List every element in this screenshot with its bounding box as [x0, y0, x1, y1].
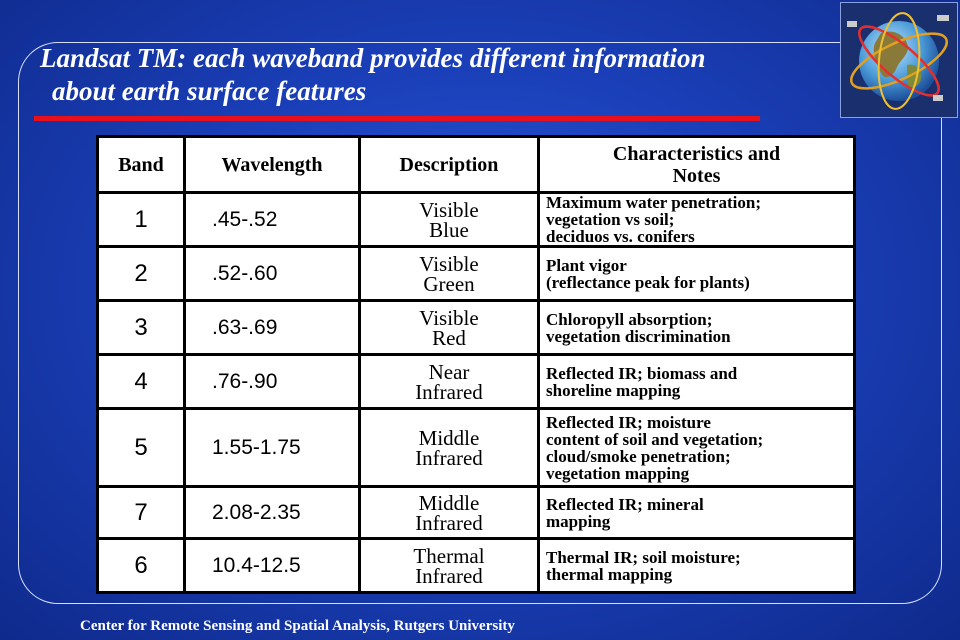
title-underline [34, 116, 760, 121]
notes-line: content of soil and vegetation; [546, 429, 764, 449]
notes-cell [539, 247, 855, 301]
notes-cell [539, 301, 855, 355]
band-number: 2 [98, 247, 185, 301]
slide-title [40, 42, 706, 108]
wavelength-value: 2.08-2.35 [185, 487, 360, 539]
header-notes [539, 137, 855, 193]
wavelength-value: .76-.90 [185, 355, 360, 409]
notes-line: Maximum water penetration; [546, 193, 761, 212]
notes-line: Reflected IR; mineral [546, 494, 704, 514]
notes-line: Reflected IR; biomass and [546, 363, 738, 383]
band-number: 3 [98, 301, 185, 355]
table-body [98, 193, 855, 593]
title-line-1: Landsat TM: each waveband provides different information [40, 43, 706, 73]
description-line: Infrared [415, 563, 483, 588]
notes-line: thermal mapping [546, 564, 673, 584]
notes-line: cloud/smoke penetration; [546, 446, 731, 466]
header-notes-line-1: Characteristics and [612, 142, 781, 165]
notes-line: vegetation discrimination [546, 326, 731, 346]
band-table [96, 135, 856, 594]
notes-line: Reflected IR; moisture [546, 412, 711, 432]
table-row [98, 193, 855, 247]
notes-line: (reflectance peak for plants) [546, 272, 750, 292]
header-wavelength: Wavelength [185, 137, 360, 193]
header-band: Band [98, 137, 185, 193]
band-number: 4 [98, 355, 185, 409]
header-description: Description [360, 137, 539, 193]
description-line: Visible [419, 251, 479, 276]
table-row [98, 247, 855, 301]
description-line: Infrared [415, 510, 483, 535]
landsat-band-table [96, 135, 856, 591]
description-cell [360, 539, 539, 593]
wavelength-value: .63-.69 [185, 301, 360, 355]
wavelength-value: .45-.52 [185, 193, 360, 247]
notes-line: vegetation mapping [546, 463, 690, 483]
band-number: 7 [98, 487, 185, 539]
description-cell [360, 355, 539, 409]
notes-line: Chloropyll absorption; [546, 309, 713, 329]
description-cell [360, 193, 539, 247]
header-notes-line-2: Notes [672, 164, 721, 187]
notes-line: deciduos vs. conifers [546, 227, 695, 246]
table-header-row [98, 137, 855, 193]
description-line: Infrared [415, 379, 483, 404]
description-line: Infrared [415, 445, 483, 470]
description-line: Visible [419, 197, 479, 222]
notes-cell [539, 487, 855, 539]
notes-line: Plant vigor [546, 255, 627, 275]
notes-line: Thermal IR; soil moisture; [546, 547, 741, 567]
description-line: Thermal [413, 543, 485, 568]
table-row [98, 301, 855, 355]
title-line-2: about earth surface features [52, 76, 367, 106]
notes-line: vegetation vs soil; [546, 210, 675, 229]
notes-cell [539, 193, 855, 247]
description-line: Red [432, 325, 466, 350]
description-line: Blue [429, 217, 469, 242]
table-row [98, 539, 855, 593]
description-line: Middle [418, 490, 480, 515]
table-row [98, 409, 855, 487]
globe-satellite-icon [840, 2, 958, 118]
wavelength-value: 1.55-1.75 [185, 409, 360, 487]
notes-cell [539, 539, 855, 593]
description-cell [360, 409, 539, 487]
description-line: Green [423, 271, 475, 296]
band-number: 6 [98, 539, 185, 593]
notes-line: shoreline mapping [546, 380, 681, 400]
description-line: Near [428, 359, 470, 384]
notes-line: mapping [546, 511, 611, 531]
table-row [98, 487, 855, 539]
band-number: 1 [98, 193, 185, 247]
description-cell [360, 247, 539, 301]
notes-cell [539, 409, 855, 487]
description-cell [360, 487, 539, 539]
description-line: Visible [419, 305, 479, 330]
band-number: 5 [98, 409, 185, 487]
description-line: Middle [418, 425, 480, 450]
footer-text: Center for Remote Sensing and Spatial Analysis, Rutgers University [80, 618, 515, 634]
wavelength-value: .52-.60 [185, 247, 360, 301]
table-row [98, 355, 855, 409]
description-cell [360, 301, 539, 355]
notes-cell [539, 355, 855, 409]
wavelength-value: 10.4-12.5 [185, 539, 360, 593]
